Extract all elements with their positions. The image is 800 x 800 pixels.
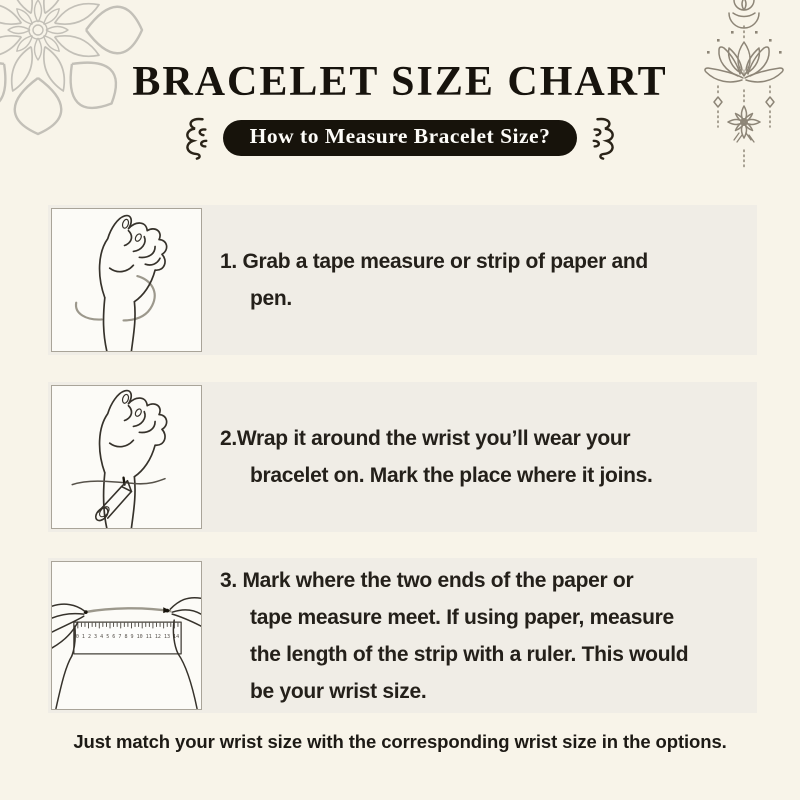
step3-illustration-box [51,561,202,710]
step-row-2 [48,382,757,532]
page-title: BRACELET SIZE CHART [132,59,668,105]
badge-pill: How to Measure Bracelet Size? [223,120,578,156]
fist-tape-loop-icon [52,209,201,351]
step2-illustration-box [51,385,202,529]
step1-text: 1. Grab a tape measure or strip of paper and pen. [220,250,648,310]
step1-illustration-box [51,208,202,352]
fist-strip-pen-icon [52,386,201,528]
flourish-left-icon [180,115,210,161]
ruler-numbers: 0 1 2 3 4 5 6 7 8 9 10 11 12 13 14 [75,633,180,640]
step3-text: 3. Mark where the two ends of the paper or tape measure meet. If using paper, measure the length of the strip with a ruler. This would be your wrist size. [220,568,689,703]
flourish-right-icon [590,115,620,161]
hands-ruler-icon [52,562,201,709]
step2-text: 2.Wrap it around the wrist you’ll wear your bracelet on. Mark the place where it joins. [220,427,653,487]
step-row-3 [48,558,757,713]
step-row-1 [48,205,757,355]
badge-row [0,116,800,160]
footer-note: Just match your wrist size with the corresponding wrist size in the options. [73,731,727,752]
